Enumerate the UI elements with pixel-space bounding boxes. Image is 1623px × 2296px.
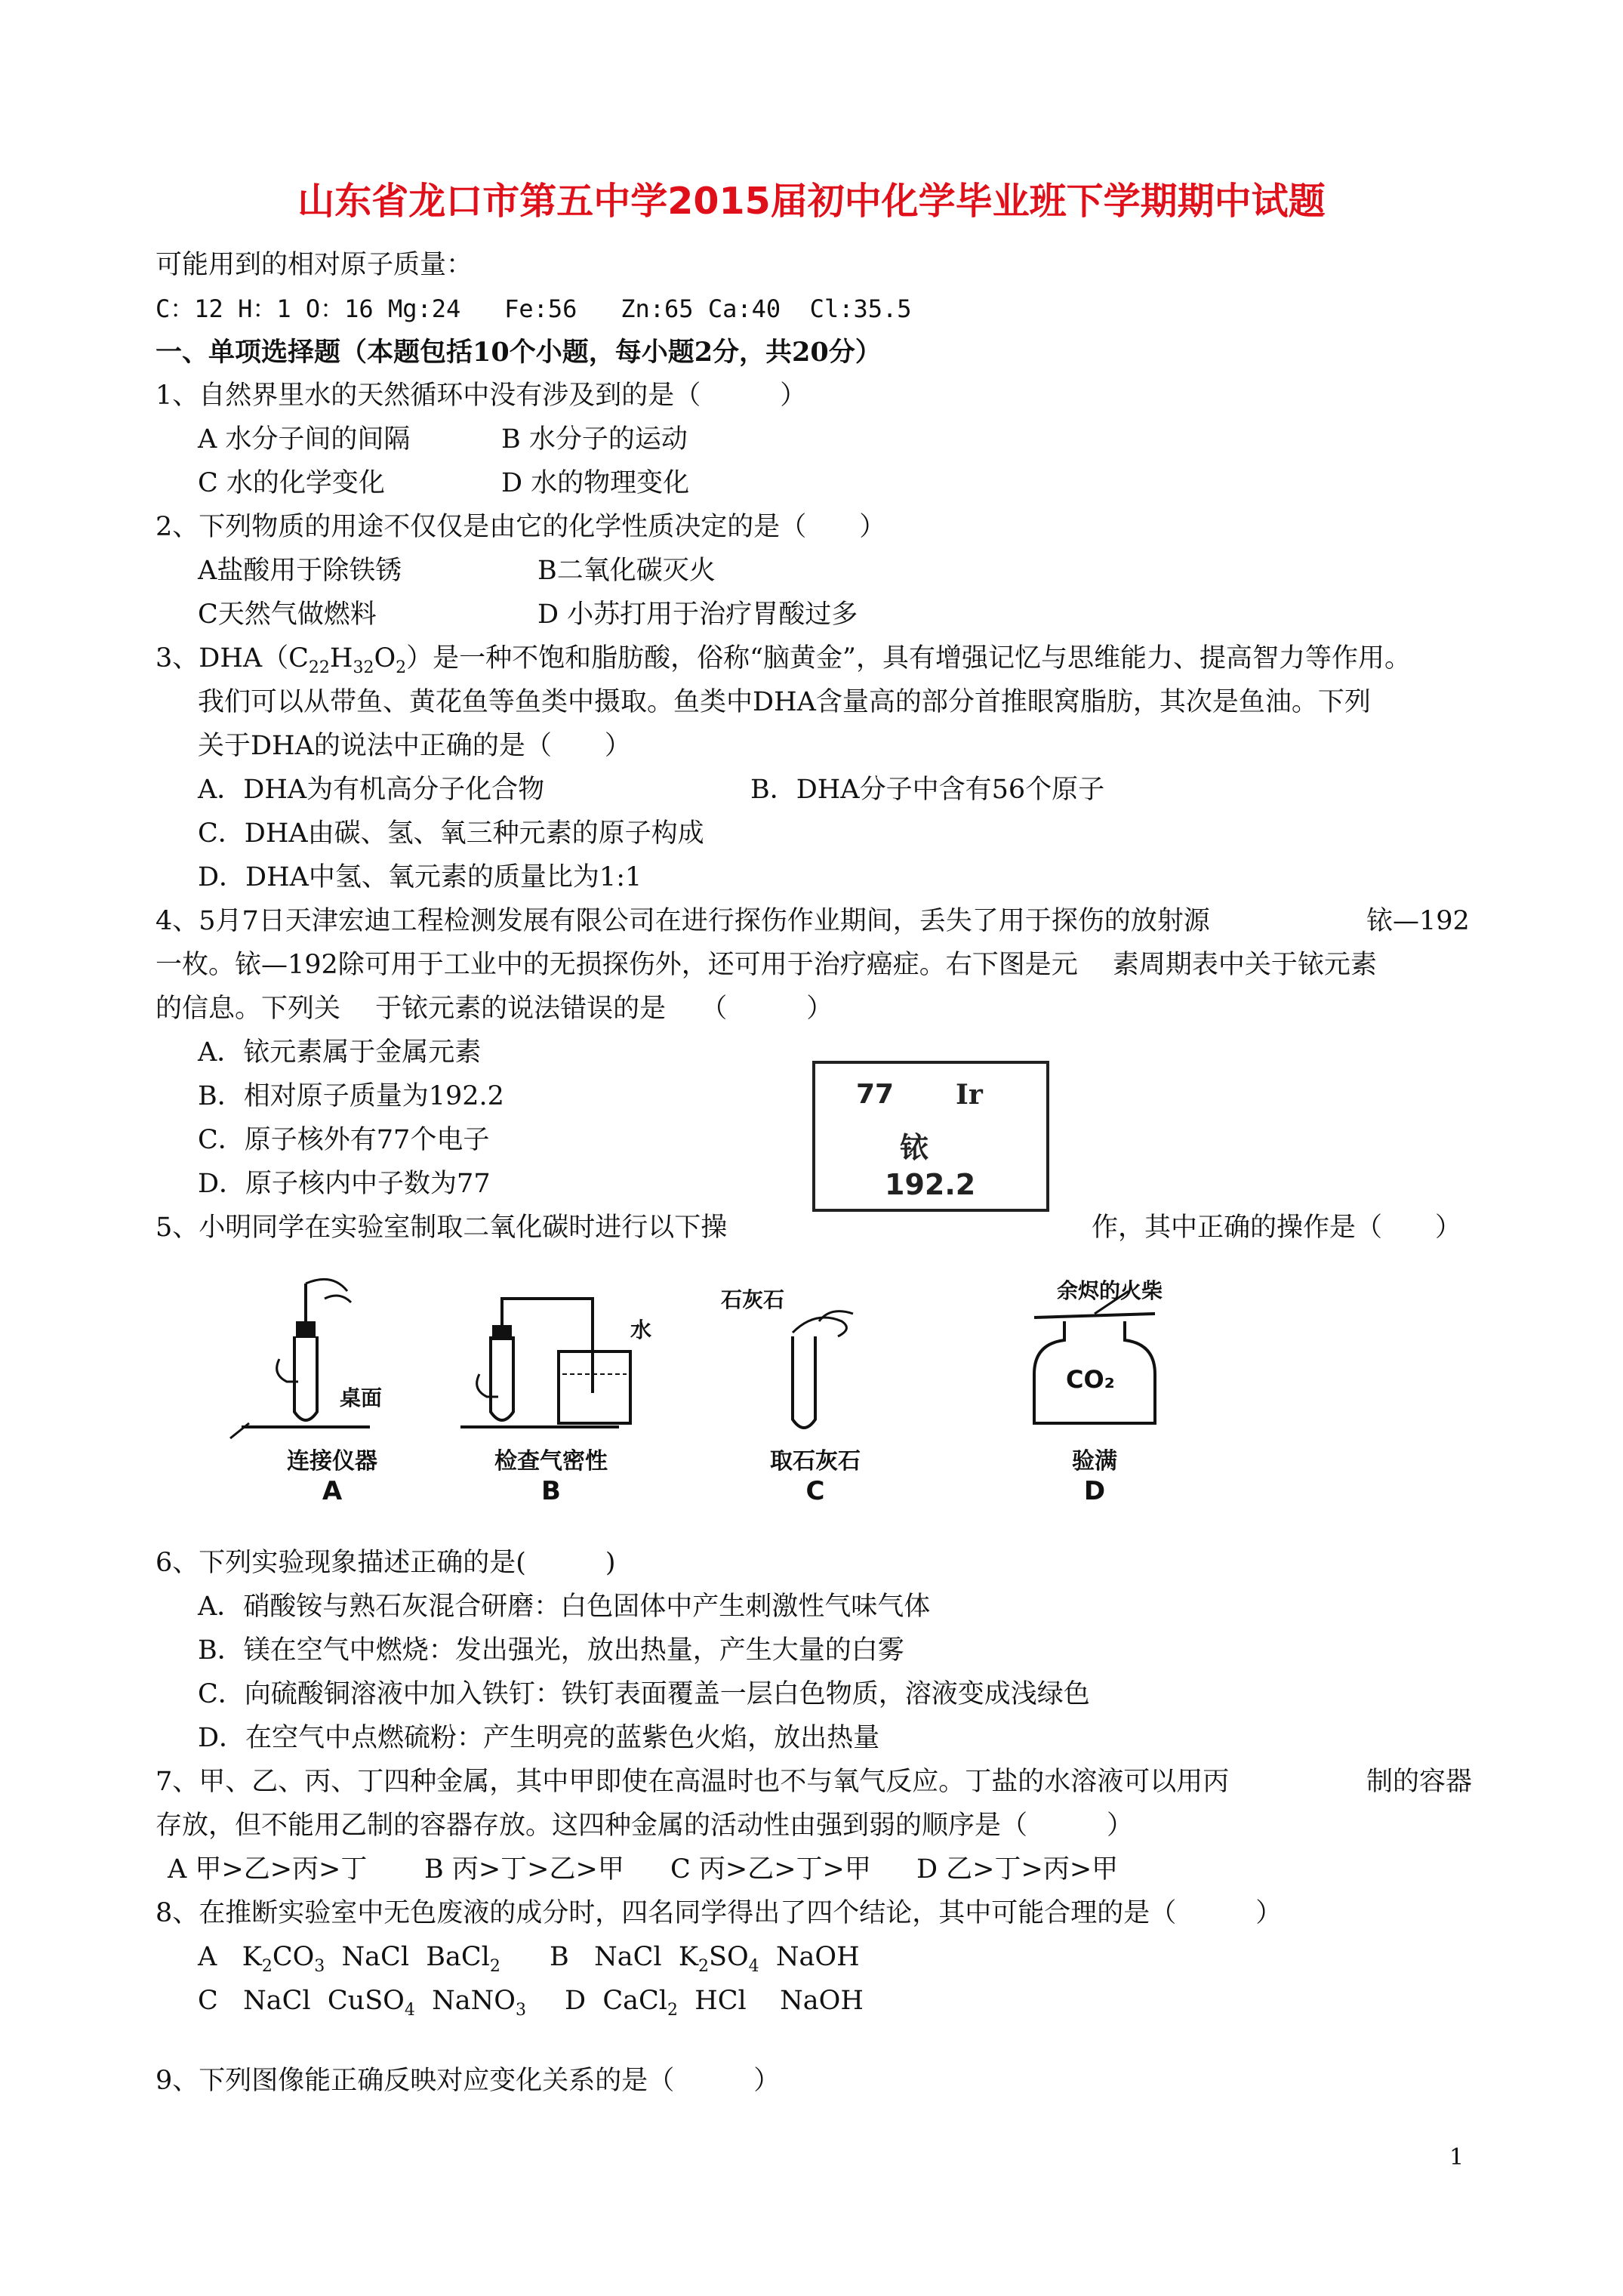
q7-option-a: A 甲>乙>丙>丁 [168, 1854, 368, 1885]
q3-stem-line3: 关于DHA的说法中正确的是（ ） [198, 731, 631, 761]
q7-stem-line2: 存放，但不能用乙制的容器存放。这四种金属的活动性由强到弱的顺序是（ ） [156, 1811, 1134, 1841]
figure-a-letter: A [322, 1476, 343, 1506]
q3-stem-line1: 3、$DHA(C_{22}H_{32}O_2)$是一种不饱和脂肪酸，俗称“脑黄金”，具有增强记忆与思维能力、提高智力等作用。 [156, 643, 1411, 677]
q6-option-a: A．硝酸铵与熟石灰混合研磨：白色固体中产生刺激性气味气体 [198, 1592, 931, 1622]
masses-label: 可能用到的相对原子质量： [156, 250, 473, 280]
q4-option-c: C．原子核外有77个电子 [198, 1125, 490, 1155]
q2-option-c: C天然气做燃料 [198, 599, 377, 630]
figure-d [1012, 1268, 1223, 1525]
q6-option-c: C．向硫酸铜溶液中加入铁钉：铁钉表面覆盖一层白色物质，溶液变成浅绿色 [198, 1679, 1090, 1709]
figure-d-bottle-label: CO₂ [1066, 1365, 1115, 1394]
q4-stem-line1: 4、5月7日天津宏迪工程检测发展有限公司在进行探伤作业期间，丢失了用于探伤的放射源 [156, 906, 1210, 936]
q8-option-b: B NaCl $K_2SO_4$ NaOH [550, 1942, 860, 1976]
q6-option-b: B．镁在空气中燃烧：发出强光，放出热量，产生大量的白雾 [198, 1635, 904, 1666]
q4-stem-line3: 的信息。下列关 于铱元素的说法错误的是 （ ） [156, 994, 833, 1024]
page-number: 1 [1449, 2144, 1464, 2171]
q8-stem: 8、在推断实验室中无色废液的成分时，四名同学得出了四个结论，其中可能合理的是（ ） [156, 1898, 1283, 1928]
figure-a-caption: 连接仪器 [287, 1448, 377, 1475]
q4-stem-line1-end: 铱—192 [1366, 906, 1470, 936]
q7-option-c: C 丙>乙>丁>甲 [670, 1854, 871, 1885]
q1-option-a: A 水分子间的间隔 [198, 424, 411, 455]
q1-stem: 1、自然界里水的天然循环中没有涉及到的是（ ） [156, 381, 807, 411]
figure-b [445, 1268, 657, 1525]
q5-stem-end: 作，其中正确的操作是（ ） [1092, 1213, 1462, 1243]
experiment-figures [226, 1268, 1283, 1525]
q3-option-b: B．DHA分子中含有56个原子 [750, 775, 1105, 805]
airtightness-check-drawing [445, 1268, 657, 1450]
connect-apparatus-drawing [226, 1268, 438, 1450]
q4-option-d: D．原子核内中子数为77 [198, 1169, 491, 1199]
q3-option-d: D．DHA中氢、氧元素的质量比为1:1 [198, 862, 642, 892]
q1-option-c: C 水的化学变化 [198, 468, 385, 498]
q4-option-a: A．铱元素属于金属元素 [198, 1037, 482, 1068]
q9-stem: 9、下列图像能正确反映对应变化关系的是（ ） [156, 2066, 781, 2096]
figure-b-letter: B [541, 1476, 561, 1506]
section-heading: 一、单项选择题（本题包括10个小题，每小题2分，共20分） [156, 337, 882, 368]
figure-d-label: 余烬的火柴 [1057, 1278, 1163, 1303]
figure-b-label: 水 [630, 1318, 652, 1342]
q1-option-d: D 水的物理变化 [501, 468, 690, 498]
figure-a-label: 桌面 [340, 1385, 383, 1410]
q5-stem-start: 5、小明同学在实验室制取二氧化碳时进行以下操 [156, 1213, 728, 1243]
q7-option-d: D 乙>丁>丙>甲 [916, 1854, 1119, 1885]
q3-option-c: C．DHA由碳、氢、氧三种元素的原子构成 [198, 818, 704, 849]
q8-option-a: A $K_2CO_3$ NaCl BaCl$_2$ [198, 1942, 500, 1976]
periodic-table-cell [812, 1061, 1049, 1212]
q2-stem: 2、下列物质的用途不仅仅是由它的化学性质决定的是（ ） [156, 512, 886, 542]
q7-stem-line1: 7、甲、乙、丙、丁四种金属，其中甲即使在高温时也不与氧气反应。丁盐的水溶液可以用丙 [156, 1767, 1230, 1797]
figure-c-letter: C [805, 1476, 825, 1506]
q2-option-d: D 小苏打用于治疗胃酸过多 [537, 599, 858, 630]
q6-option-d: D．在空气中点燃硫粉：产生明亮的蓝紫色火焰，放出热量 [198, 1723, 880, 1753]
q4-option-b: B．相对原子质量为192.2 [198, 1081, 504, 1111]
q6-stem: 6、下列实验现象描述正确的是( ) [156, 1548, 616, 1578]
element-name: 铱 [900, 1131, 929, 1164]
figure-b-caption: 检查气密性 [494, 1448, 608, 1475]
q7-option-b: B 丙>丁>乙>甲 [424, 1854, 624, 1885]
figure-d-caption: 验满 [1072, 1448, 1117, 1475]
element-symbol: Ir [956, 1079, 983, 1111]
q1-option-b: B 水分子的运动 [501, 424, 688, 455]
q8-option-c: C NaCl CuSO$_4$ NaNO$_3$ [198, 1986, 526, 2020]
atomic-masses: C：12 H：1 O：16 Mg:24 Fe:56 Zn:65 Ca:40 Cl:35.5 [156, 294, 912, 323]
figure-c-caption: 取石灰石 [770, 1448, 861, 1475]
figure-a [226, 1268, 438, 1525]
figure-c [710, 1268, 921, 1525]
figure-d-letter: D [1083, 1476, 1106, 1506]
q2-option-a: A盐酸用于除铁锈 [198, 556, 402, 586]
q7-stem-line1-end: 制的容器 [1366, 1767, 1473, 1797]
q3-option-a: A．DHA为有机高分子化合物 [198, 775, 545, 805]
q3-stem-line2: 我们可以从带鱼、黄花鱼等鱼类中摄取。鱼类中DHA含量高的部分首推眼窝脂肪，其次是鱼油。下列 [198, 687, 1371, 717]
figure-c-label: 石灰石 [721, 1287, 785, 1312]
atomic-mass: 192.2 [885, 1168, 976, 1201]
q2-option-b: B二氧化碳灭火 [537, 556, 716, 586]
atomic-number: 77 [856, 1079, 895, 1110]
page-title: 山东省龙口市第五中学2015届初中化学毕业班下学期期中试题 [297, 180, 1326, 223]
q4-stem-line2: 一枚。铱—192除可用于工业中的无损探伤外，还可用于治疗癌症。右下图是元 素周期表中关于铱元素 [156, 950, 1377, 980]
q8-option-d: D CaCl$_2$ HCl NaOH [565, 1986, 864, 2020]
